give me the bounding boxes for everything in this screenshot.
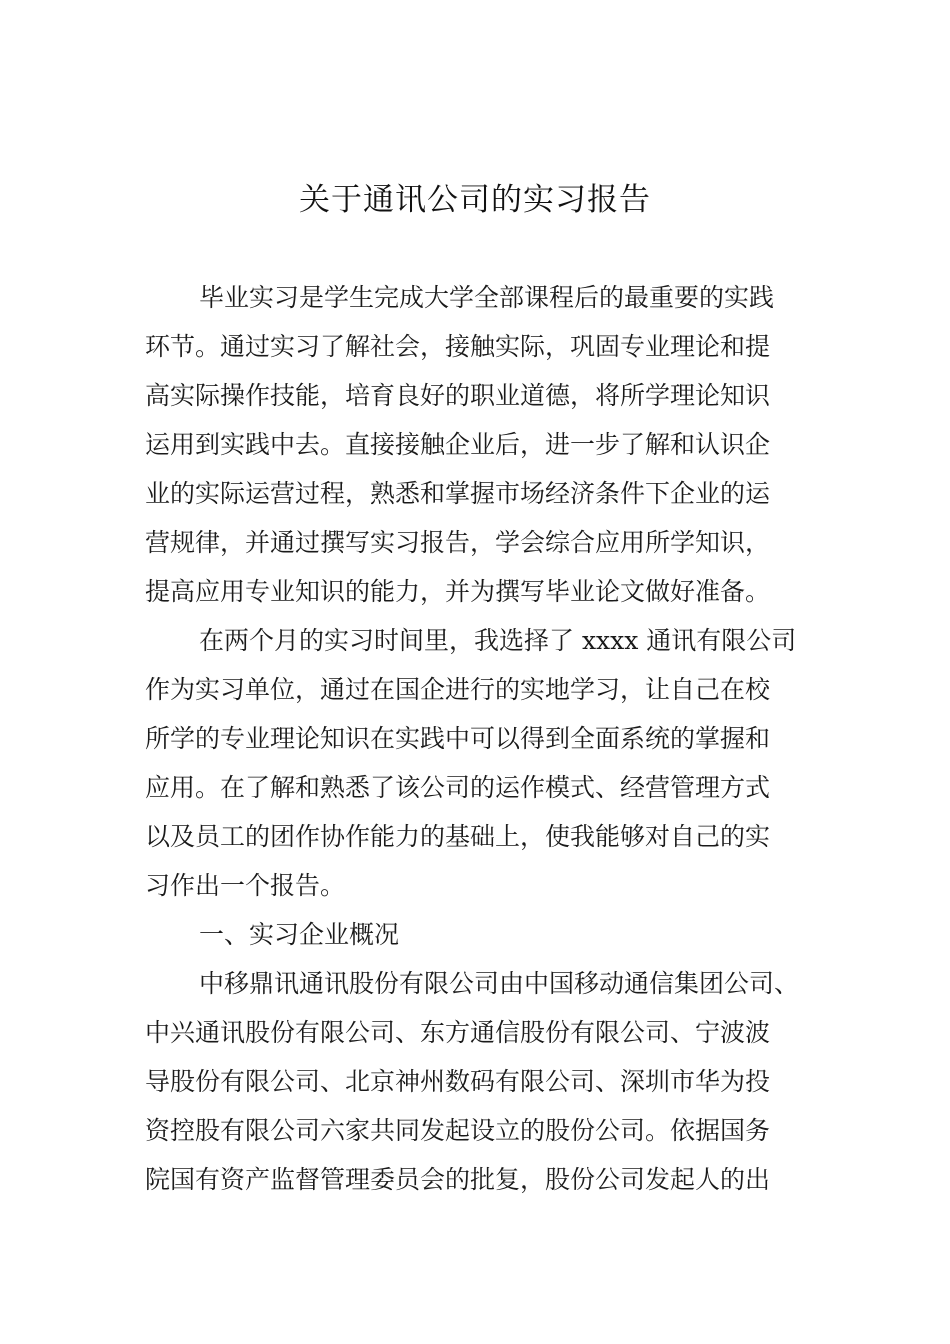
paragraph-2-line-6: 习作出一个报告。 [145, 871, 346, 900]
paragraph-1-line-5: 业的实际运营过程，熟悉和掌握市场经济条件下企业的运 [145, 479, 771, 508]
paragraph-3-line-2: 中兴通讯股份有限公司、东方通信股份有限公司、宁波波 [145, 1018, 771, 1047]
paragraph-2-line-3: 所学的专业理论知识在实践中可以得到全面系统的掌握和 [145, 724, 771, 753]
paragraph-2-line-4: 应用。在了解和熟悉了该公司的运作模式、经营管理方式 [145, 773, 771, 802]
paragraph-2-line-2: 作为实习单位，通过在国企进行的实地学习，让自己在校 [145, 675, 771, 704]
document-title: 关于通讯公司的实习报告 [299, 182, 651, 218]
paragraph-2-line-5: 以及员工的团作协作能力的基础上，使我能够对自己的实 [145, 822, 771, 851]
paragraph-1-line-4: 运用到实践中去。直接接触企业后，进一步了解和认识企 [145, 430, 771, 459]
section-heading: 一、实习企业概况 [199, 920, 400, 949]
paragraph-3-line-5: 院国有资产监督管理委员会的批复，股份公司发起人的出 [145, 1165, 771, 1194]
paragraph-1-line-7: 提高应用专业知识的能力，并为撰写毕业论文做好准备。 [145, 577, 771, 606]
paragraph-3-line-1: 中移鼎讯通讯股份有限公司由中国移动通信集团公司、 [199, 969, 800, 998]
paragraph-3-line-3: 导股份有限公司、北京神州数码有限公司、深圳市华为投 [145, 1067, 771, 1096]
document-body [145, 273, 845, 1204]
paragraph-2-line-1: 在两个月的实习时间里，我选择了 xxxx 通讯有限公司 [199, 626, 797, 655]
paragraph-1-line-1: 毕业实习是学生完成大学全部课程后的最重要的实践 [199, 283, 775, 312]
paragraph-1-line-2: 环节。通过实习了解社会，接触实际，巩固专业理论和提 [145, 332, 771, 361]
paragraph-1-line-3: 高实际操作技能，培育良好的职业道德，将所学理论知识 [145, 381, 771, 410]
paragraph-3-line-4: 资控股有限公司六家共同发起设立的股份公司。依据国务 [145, 1116, 771, 1145]
paragraph-1-line-6: 营规律，并通过撰写实习报告，学会综合应用所学知识， [145, 528, 771, 557]
